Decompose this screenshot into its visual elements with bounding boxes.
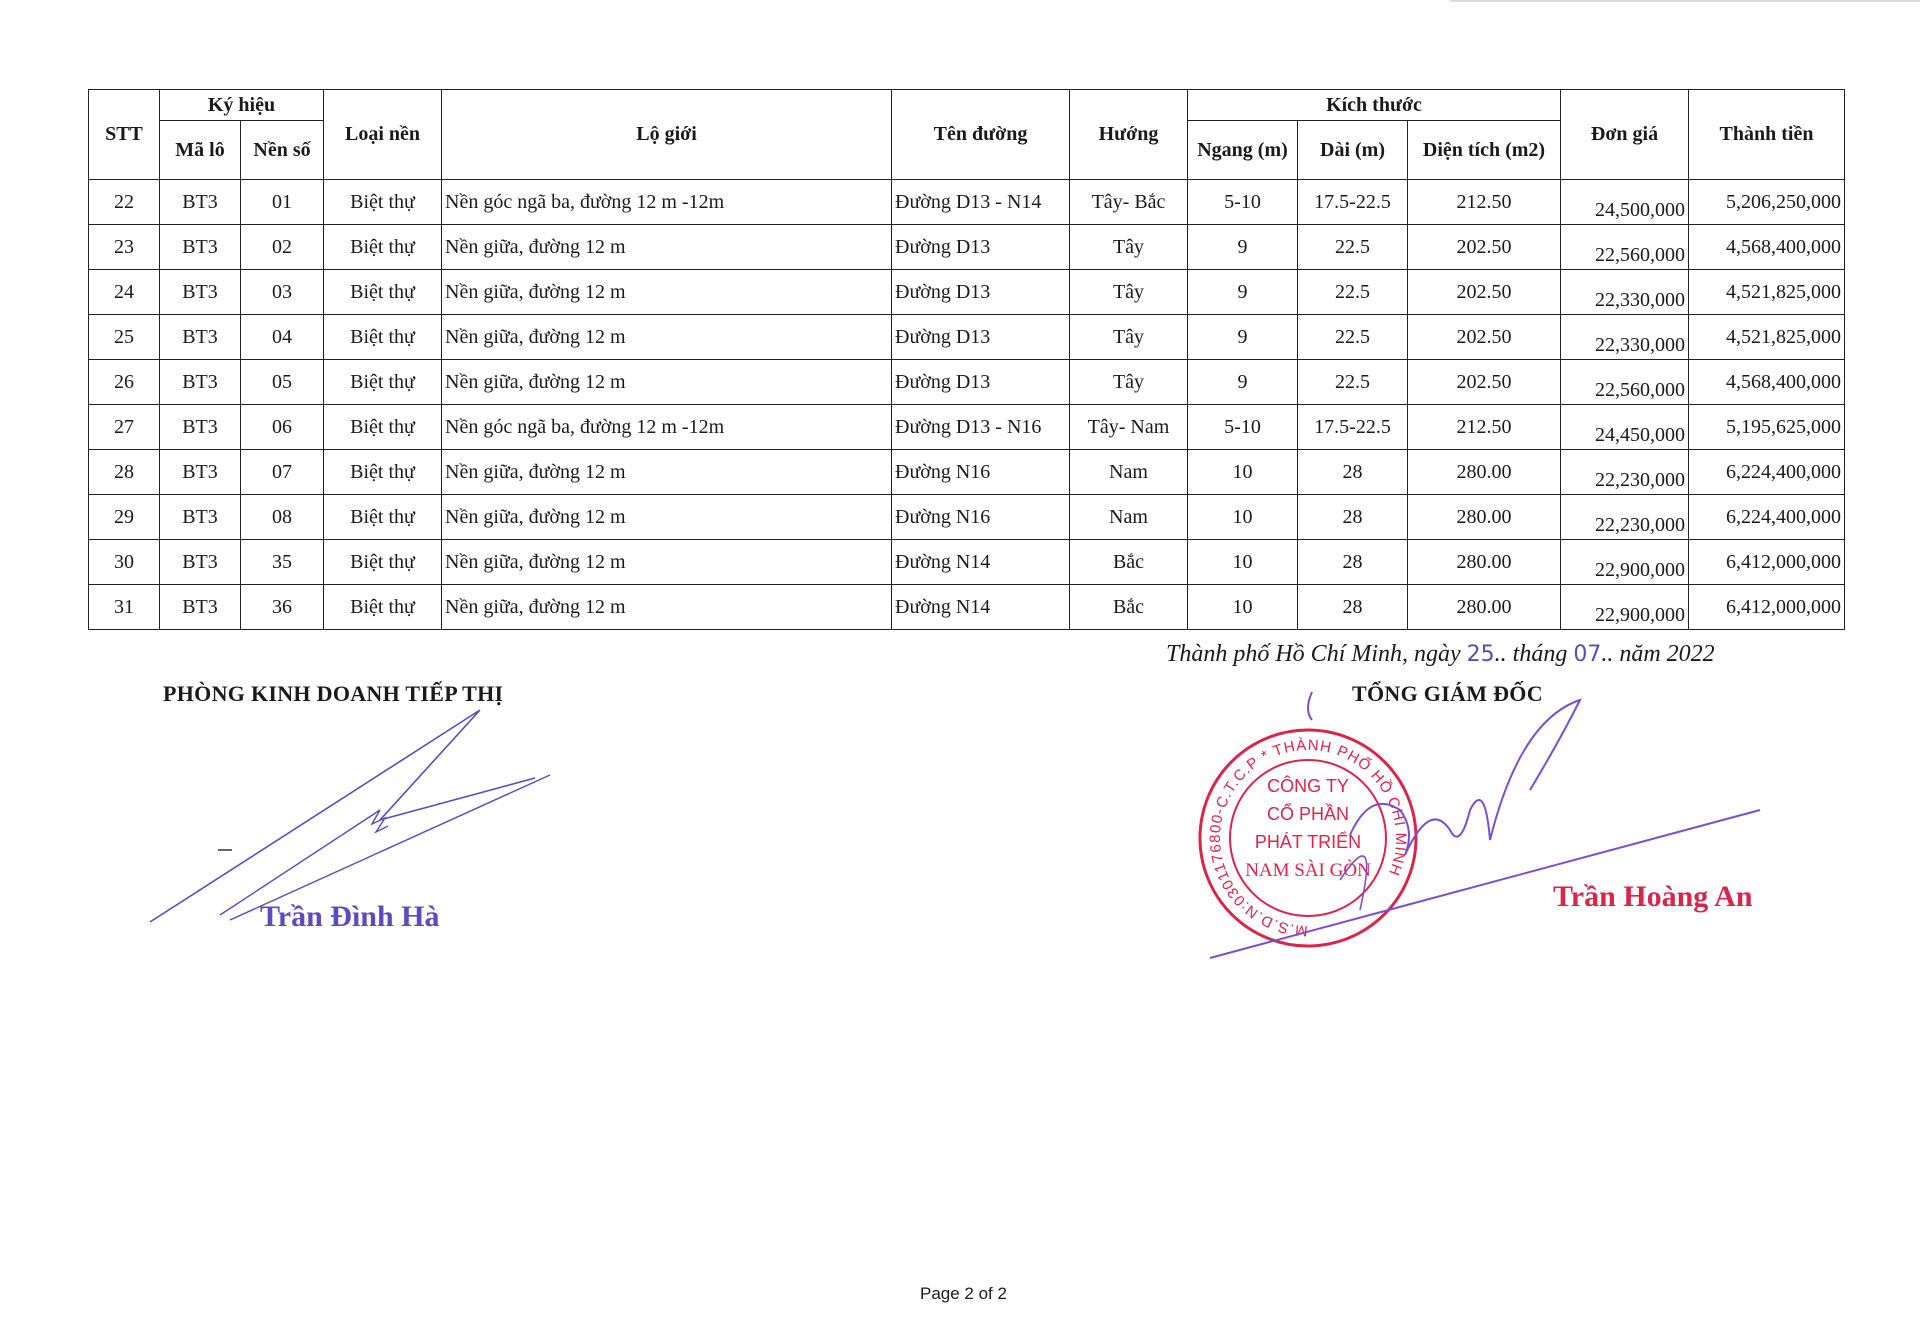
cell-huong: Nam	[1070, 495, 1188, 540]
cell-nen-so: 02	[241, 225, 324, 270]
stamp-line-2: CỔ PHẦN	[1266, 804, 1350, 824]
header-ten-duong: Tên đường	[892, 90, 1070, 180]
cell-ngang: 9	[1188, 270, 1298, 315]
table-row	[89, 405, 1845, 450]
cell-huong: Bắc	[1070, 585, 1188, 630]
cell-loai-nen: Biệt thự	[324, 225, 442, 270]
cell-dien-tich: 280.00	[1408, 585, 1561, 630]
cell-huong: Nam	[1070, 450, 1188, 495]
cell-don-gia: 22,560,000	[1561, 360, 1689, 405]
header-kich-thuoc: Kích thước	[1188, 90, 1561, 121]
cell-dai: 28	[1298, 540, 1408, 585]
cell-stt: 25	[89, 315, 160, 360]
cell-loai-nen: Biệt thự	[324, 540, 442, 585]
header-ma-lo: Mã lô	[160, 121, 241, 180]
cell-thanh-tien: 6,412,000,000	[1689, 540, 1845, 585]
cell-huong: Bắc	[1070, 540, 1188, 585]
header-nen-so: Nền số	[241, 121, 324, 180]
cell-dai: 17.5-22.5	[1298, 180, 1408, 225]
table-body	[89, 180, 1845, 630]
date-day: 25	[1466, 642, 1495, 667]
cell-ma-lo: BT3	[160, 225, 241, 270]
cell-ngang: 5-10	[1188, 405, 1298, 450]
cell-ma-lo: BT3	[160, 180, 241, 225]
cell-dai: 28	[1298, 585, 1408, 630]
table-row	[89, 225, 1845, 270]
cell-loai-nen: Biệt thự	[324, 495, 442, 540]
cell-don-gia: 24,450,000	[1561, 405, 1689, 450]
cell-huong: Tây	[1070, 270, 1188, 315]
cell-nen-so: 01	[241, 180, 324, 225]
signer-right-name: Trần Hoàng An	[1553, 880, 1753, 913]
cell-ten-duong: Đường N16	[892, 495, 1070, 540]
date-month-label: tháng	[1512, 641, 1568, 667]
table-row	[89, 540, 1845, 585]
cell-stt: 29	[89, 495, 160, 540]
cell-ten-duong: Đường D13 - N16	[892, 405, 1070, 450]
cell-stt: 27	[89, 405, 160, 450]
cell-don-gia: 22,230,000	[1561, 495, 1689, 540]
cell-dien-tich: 202.50	[1408, 360, 1561, 405]
cell-nen-so: 04	[241, 315, 324, 360]
cell-lo-gioi: Nền giữa, đường 12 m	[442, 315, 892, 360]
director-title: TỔNG GIÁM ĐỐC	[1352, 681, 1543, 706]
cell-ten-duong: Đường D13	[892, 315, 1070, 360]
cell-dien-tich: 280.00	[1408, 450, 1561, 495]
cell-ten-duong: Đường D13	[892, 225, 1070, 270]
date-line: Thành phố Hồ Chí Minh, ngày 25.. tháng 07.. năm 2022	[1166, 641, 1715, 667]
cell-dien-tich: 280.00	[1408, 495, 1561, 540]
cell-loai-nen: Biệt thự	[324, 270, 442, 315]
cell-stt: 22	[89, 180, 160, 225]
cell-thanh-tien: 4,568,400,000	[1689, 225, 1845, 270]
cell-dai: 22.5	[1298, 360, 1408, 405]
cell-loai-nen: Biệt thự	[324, 585, 442, 630]
date-month: 07	[1573, 642, 1602, 667]
cell-nen-so: 07	[241, 450, 324, 495]
cell-dai: 17.5-22.5	[1298, 405, 1408, 450]
cell-thanh-tien: 5,195,625,000	[1689, 405, 1845, 450]
cell-ngang: 5-10	[1188, 180, 1298, 225]
cell-ngang: 10	[1188, 495, 1298, 540]
cell-dai: 28	[1298, 450, 1408, 495]
cell-nen-so: 08	[241, 495, 324, 540]
cell-ten-duong: Đường D13 - N14	[892, 180, 1070, 225]
cell-lo-gioi: Nền góc ngã ba, đường 12 m -12m	[442, 180, 892, 225]
cell-ten-duong: Đường D13	[892, 360, 1070, 405]
cell-don-gia: 22,900,000	[1561, 540, 1689, 585]
cell-thanh-tien: 6,412,000,000	[1689, 585, 1845, 630]
cell-ten-duong: Đường N14	[892, 540, 1070, 585]
stamp-line-3: PHÁT TRIỂN	[1254, 832, 1362, 852]
cell-don-gia: 22,900,000	[1561, 585, 1689, 630]
cell-don-gia: 22,330,000	[1561, 270, 1689, 315]
table-row	[89, 360, 1845, 405]
cell-huong: Tây- Bắc	[1070, 180, 1188, 225]
header-lo-gioi: Lộ giới	[442, 90, 892, 180]
cell-dai: 22.5	[1298, 270, 1408, 315]
cell-ma-lo: BT3	[160, 450, 241, 495]
cell-thanh-tien: 6,224,400,000	[1689, 495, 1845, 540]
price-table	[88, 89, 1845, 630]
cell-ma-lo: BT3	[160, 360, 241, 405]
cell-lo-gioi: Nền giữa, đường 12 m	[442, 270, 892, 315]
cell-ma-lo: BT3	[160, 270, 241, 315]
page-number: Page 2 of 2	[920, 1284, 1007, 1303]
stamp-line-1: CÔNG TY	[1267, 776, 1349, 796]
cell-ngang: 9	[1188, 225, 1298, 270]
table-row	[89, 495, 1845, 540]
header-stt: STT	[89, 90, 160, 180]
cell-ngang: 10	[1188, 450, 1298, 495]
stamp-line-4: NAM SÀI GÒN	[1245, 860, 1371, 881]
cell-nen-so: 06	[241, 405, 324, 450]
cell-lo-gioi: Nền giữa, đường 12 m	[442, 540, 892, 585]
cell-huong: Tây	[1070, 360, 1188, 405]
table-row	[89, 180, 1845, 225]
cell-dien-tich: 212.50	[1408, 180, 1561, 225]
header-dai: Dài (m)	[1298, 121, 1408, 180]
cell-ten-duong: Đường N16	[892, 450, 1070, 495]
cell-lo-gioi: Nền giữa, đường 12 m	[442, 450, 892, 495]
cell-lo-gioi: Nền giữa, đường 12 m	[442, 495, 892, 540]
cell-lo-gioi: Nền góc ngã ba, đường 12 m -12m	[442, 405, 892, 450]
cell-dien-tich: 280.00	[1408, 540, 1561, 585]
cell-ma-lo: BT3	[160, 540, 241, 585]
cell-huong: Tây	[1070, 315, 1188, 360]
scan-edge-line	[1450, 0, 1920, 2]
cell-dien-tich: 202.50	[1408, 315, 1561, 360]
cell-don-gia: 22,230,000	[1561, 450, 1689, 495]
cell-stt: 24	[89, 270, 160, 315]
cell-stt: 30	[89, 540, 160, 585]
table-row	[89, 270, 1845, 315]
cell-loai-nen: Biệt thự	[324, 360, 442, 405]
signer-left-name: Trần Đình Hà	[260, 900, 440, 933]
cell-don-gia: 22,330,000	[1561, 315, 1689, 360]
cell-loai-nen: Biệt thự	[324, 180, 442, 225]
cell-dai: 28	[1298, 495, 1408, 540]
cell-don-gia: 24,500,000	[1561, 180, 1689, 225]
cell-ma-lo: BT3	[160, 315, 241, 360]
department-title: PHÒNG KINH DOANH TIẾP THỊ	[163, 681, 504, 706]
header-huong: Hướng	[1070, 90, 1188, 180]
table-header-row	[89, 90, 1845, 121]
cell-nen-so: 03	[241, 270, 324, 315]
cell-dien-tich: 202.50	[1408, 225, 1561, 270]
cell-ma-lo: BT3	[160, 405, 241, 450]
cell-nen-so: 05	[241, 360, 324, 405]
header-thanh-tien: Thành tiền	[1689, 90, 1845, 180]
cell-stt: 23	[89, 225, 160, 270]
header-ky-hieu: Ký hiệu	[160, 90, 324, 121]
cell-dien-tich: 202.50	[1408, 270, 1561, 315]
cell-loai-nen: Biệt thự	[324, 450, 442, 495]
cell-ngang: 9	[1188, 315, 1298, 360]
cell-don-gia: 22,560,000	[1561, 225, 1689, 270]
cell-ma-lo: BT3	[160, 585, 241, 630]
cell-nen-so: 36	[241, 585, 324, 630]
cell-huong: Tây	[1070, 225, 1188, 270]
cell-stt: 28	[89, 450, 160, 495]
cell-nen-so: 35	[241, 540, 324, 585]
cell-ngang: 10	[1188, 540, 1298, 585]
header-don-gia: Đơn giá	[1561, 90, 1689, 180]
date-prefix: Thành phố Hồ Chí Minh, ngày	[1166, 641, 1461, 667]
cell-thanh-tien: 5,206,250,000	[1689, 180, 1845, 225]
cell-ngang: 10	[1188, 585, 1298, 630]
table-row	[89, 450, 1845, 495]
header-dien-tich: Diện tích (m2)	[1408, 121, 1561, 180]
table-row	[89, 585, 1845, 630]
cell-huong: Tây- Nam	[1070, 405, 1188, 450]
cell-loai-nen: Biệt thự	[324, 315, 442, 360]
cell-dai: 22.5	[1298, 225, 1408, 270]
table-row	[89, 315, 1845, 360]
cell-loai-nen: Biệt thự	[324, 405, 442, 450]
cell-thanh-tien: 6,224,400,000	[1689, 450, 1845, 495]
cell-ten-duong: Đường D13	[892, 270, 1070, 315]
date-year: năm 2022	[1619, 641, 1715, 667]
cell-thanh-tien: 4,521,825,000	[1689, 270, 1845, 315]
cell-ngang: 9	[1188, 360, 1298, 405]
cell-lo-gioi: Nền giữa, đường 12 m	[442, 225, 892, 270]
cell-ten-duong: Đường N14	[892, 585, 1070, 630]
cell-thanh-tien: 4,568,400,000	[1689, 360, 1845, 405]
cell-dai: 22.5	[1298, 315, 1408, 360]
cell-stt: 26	[89, 360, 160, 405]
header-ngang: Ngang (m)	[1188, 121, 1298, 180]
cell-lo-gioi: Nền giữa, đường 12 m	[442, 585, 892, 630]
stamp-ring-text: M.S.D.N:0301176800-C.T.C.P * THÀNH PHỐ HỒ CHÍ MINH	[1207, 736, 1410, 940]
cell-dien-tich: 212.50	[1408, 405, 1561, 450]
cell-stt: 31	[89, 585, 160, 630]
cell-lo-gioi: Nền giữa, đường 12 m	[442, 360, 892, 405]
cell-ma-lo: BT3	[160, 495, 241, 540]
header-loai-nen: Loại nền	[324, 90, 442, 180]
cell-thanh-tien: 4,521,825,000	[1689, 315, 1845, 360]
signature-right	[1200, 680, 1770, 970]
